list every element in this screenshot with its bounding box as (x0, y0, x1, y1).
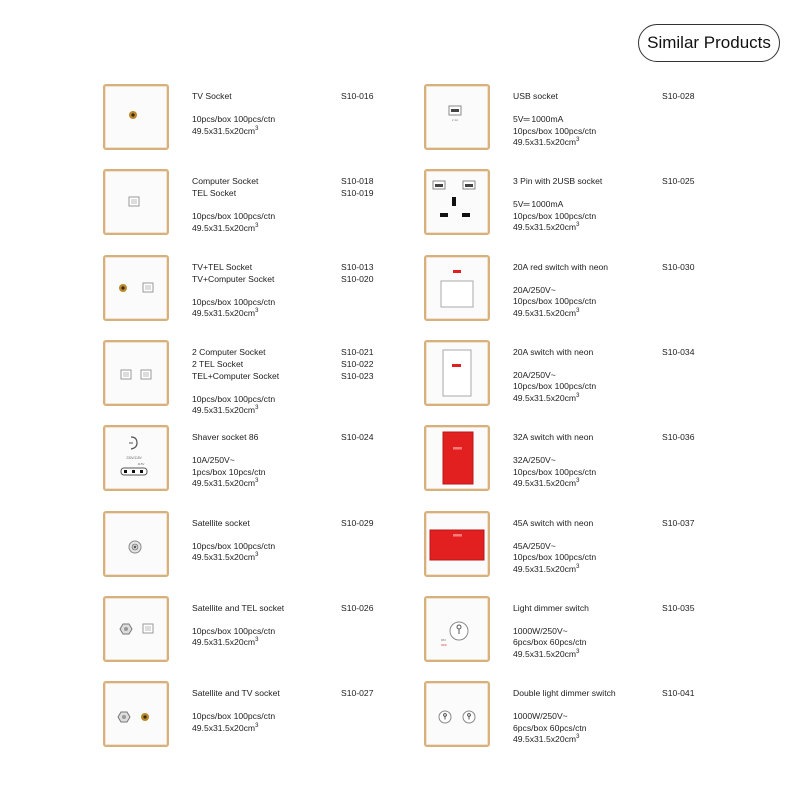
spec-text: 49.5x31.5x20cm (192, 552, 256, 562)
double-data-socket-icon (103, 340, 169, 406)
product-info (513, 262, 709, 320)
product-spec (513, 564, 709, 576)
product-code: S10-021 (341, 346, 374, 357)
product-spec (513, 626, 709, 638)
spec-text: 5V═ 1000mA (513, 199, 564, 210)
product-spec (513, 114, 709, 126)
product-spec (513, 455, 709, 467)
product-name: Computer Socket (192, 176, 259, 187)
spec-text: 49.5x31.5x20cm (513, 222, 577, 233)
product-spec (192, 541, 388, 553)
product-spec (192, 394, 388, 406)
product-spec (192, 626, 388, 638)
product-code: S10-025 (662, 176, 695, 187)
spec-text: 20A/250V~ (513, 369, 556, 380)
usb-socket-icon (424, 84, 490, 150)
product-spec (513, 296, 709, 308)
product-info (513, 432, 709, 490)
spec-text: 49.5x31.5x20cm (513, 648, 577, 659)
spec-text: 49.5x31.5x20cm (192, 125, 256, 136)
superscript: 3 (576, 648, 580, 655)
product-name: Shaver socket 86 (192, 432, 259, 443)
product-info (192, 603, 388, 649)
product-info (513, 347, 709, 405)
double-dimmer-switch-icon (424, 681, 490, 747)
45a-switch-icon (424, 511, 490, 577)
spec-text: 10pcs/box 100pcs/ctn (513, 381, 597, 392)
spec-text: 10pcs/box 100pcs/ctn (192, 711, 276, 722)
product-name: TEL+Computer Socket (192, 370, 280, 381)
product-spec (513, 370, 709, 382)
product-info (513, 91, 709, 149)
superscript: 3 (255, 478, 259, 485)
superscript: 3 (255, 637, 259, 644)
product-code: S10-018 (341, 176, 374, 187)
product-code: S10-023 (341, 370, 374, 381)
product-name: 45A switch with neon (513, 517, 594, 528)
tv-socket-icon (103, 84, 169, 150)
product-name: TEL Socket (192, 188, 237, 199)
satellite-tv-socket-icon (103, 681, 169, 747)
product-spec (192, 711, 388, 723)
product-spec (513, 541, 709, 553)
product-spec (192, 552, 388, 564)
superscript: 3 (255, 552, 259, 559)
product-item[interactable] (424, 511, 724, 583)
product-item[interactable] (424, 340, 724, 412)
product-name: TV+TEL Socket (192, 261, 253, 272)
spec-text: 49.5x31.5x20cm (192, 308, 256, 319)
red-switch-neon-icon (424, 255, 490, 321)
thumb-label: 115V (137, 462, 145, 467)
spec-text: 49.5x31.5x20cm (192, 637, 256, 648)
product-spec (513, 308, 709, 320)
spec-text: 6pcs/box 60pcs/ctn (513, 722, 587, 733)
dimmer-switch-icon (424, 596, 490, 662)
satellite-socket-icon (103, 511, 169, 577)
product-spec (192, 723, 388, 735)
spec-text: 32A/250V~ (513, 455, 556, 466)
product-code: S10-016 (341, 91, 374, 101)
product-name: 20A red switch with neon (513, 261, 609, 272)
product-item[interactable] (424, 596, 724, 668)
product-item[interactable] (103, 425, 403, 497)
product-code: S10-026 (341, 602, 374, 613)
superscript: 3 (576, 222, 580, 229)
product-spec (513, 393, 709, 405)
shaver-socket-icon (103, 425, 169, 491)
superscript: 3 (576, 563, 580, 570)
satellite-tel-socket-icon (103, 596, 169, 662)
superscript: 3 (255, 405, 259, 412)
spec-text: 1000W/250V~ (513, 711, 568, 722)
product-spec (192, 637, 388, 649)
spec-text: 10pcs/box 100pcs/ctn (192, 296, 276, 307)
similar-products-button[interactable]: Similar Products (638, 24, 780, 62)
product-item[interactable] (424, 84, 724, 156)
spec-text: 49.5x31.5x20cm (192, 222, 256, 233)
tv-tel-socket-icon (103, 255, 169, 321)
product-spec (513, 649, 709, 661)
spec-text: 10pcs/box 100pcs/ctn (513, 210, 597, 221)
spec-text: 10pcs/box 100pcs/ctn (192, 393, 276, 404)
superscript: 3 (255, 125, 259, 132)
32a-switch-icon (424, 425, 490, 491)
spec-text: 1000W/250V~ (513, 625, 568, 636)
thumb-label: 230V/115V (126, 456, 142, 461)
product-info (192, 518, 388, 564)
product-spec (192, 223, 388, 235)
product-code: S10-034 (662, 346, 695, 357)
spec-text: 10pcs/box 100pcs/ctn (513, 296, 597, 307)
spec-text: 49.5x31.5x20cm (513, 478, 577, 489)
product-spec (513, 637, 709, 649)
product-code: S10-036 (662, 432, 695, 443)
spec-text: 49.5x31.5x20cm (513, 137, 577, 147)
spec-text: 10pcs/box 100pcs/ctn (192, 114, 276, 124)
product-code: S10-013 (341, 261, 374, 272)
product-info (513, 603, 709, 661)
spec-text: 49.5x31.5x20cm (192, 478, 256, 489)
product-info (192, 262, 388, 320)
product-spec (513, 211, 709, 223)
product-info (513, 688, 709, 746)
superscript: 3 (255, 222, 259, 229)
spec-text: 49.5x31.5x20cm (192, 722, 256, 733)
product-item[interactable] (424, 681, 724, 753)
product-code: S10-030 (662, 261, 695, 272)
superscript: 3 (255, 308, 259, 315)
product-spec (513, 467, 709, 479)
product-item[interactable] (103, 596, 403, 668)
spec-text: 10pcs/box 100pcs/ctn (513, 466, 597, 477)
switch-neon-icon (424, 340, 490, 406)
thumb-label: OFF (441, 642, 447, 647)
spec-text: 20A/250V~ (513, 284, 556, 295)
product-item[interactable] (424, 425, 724, 497)
product-spec (513, 222, 709, 234)
product-code: S10-035 (662, 602, 695, 613)
product-name: USB socket (513, 91, 558, 101)
product-item[interactable] (424, 255, 724, 327)
product-name: 2 Computer Socket (192, 346, 266, 357)
product-code: S10-022 (341, 358, 374, 369)
spec-text: 10pcs/box 100pcs/ctn (513, 552, 597, 562)
product-name: TV+Computer Socket (192, 273, 275, 284)
spec-text: 49.5x31.5x20cm (513, 392, 577, 403)
product-item[interactable] (424, 169, 724, 241)
spec-text: 10pcs/box 100pcs/ctn (513, 125, 597, 136)
product-code: S10-020 (341, 273, 374, 284)
product-name: 3 Pin with 2USB socket (513, 176, 603, 187)
product-name: 32A switch with neon (513, 432, 594, 443)
spec-text: 1pcs/box 10pcs/ctn (192, 466, 266, 477)
spec-text: 6pcs/box 60pcs/ctn (513, 637, 587, 648)
product-info (192, 432, 388, 490)
spec-text: 10pcs/box 100pcs/ctn (192, 540, 276, 551)
product-spec (513, 285, 709, 297)
product-name: 20A switch with neon (513, 346, 594, 357)
product-spec (513, 478, 709, 490)
product-spec (513, 381, 709, 393)
product-spec (513, 137, 709, 149)
superscript: 3 (576, 478, 580, 485)
product-name: Satellite and TV socket (192, 688, 280, 699)
product-spec (513, 126, 709, 138)
product-info (192, 347, 388, 417)
spec-text: 49.5x31.5x20cm (192, 405, 256, 416)
product-name: TV Socket (192, 91, 232, 101)
product-spec (192, 114, 388, 126)
spec-text: 10pcs/box 100pcs/ctn (192, 211, 276, 222)
product-spec (192, 467, 388, 479)
product-code: S10-037 (662, 517, 695, 528)
product-spec (192, 478, 388, 490)
product-spec (513, 723, 709, 735)
spec-text: 10pcs/box 100pcs/ctn (192, 625, 276, 636)
product-spec (513, 552, 709, 564)
product-code: S10-019 (341, 188, 374, 199)
thumb-label: ON (441, 637, 446, 642)
product-name: Satellite and TEL socket (192, 602, 285, 613)
thumb-label: 2.1A (451, 118, 459, 122)
product-spec (513, 734, 709, 746)
superscript: 3 (255, 722, 259, 729)
product-spec (513, 199, 709, 211)
product-info (192, 176, 388, 234)
superscript: 3 (576, 734, 580, 741)
product-info (513, 518, 709, 576)
superscript: 3 (576, 393, 580, 400)
superscript: 3 (576, 137, 580, 144)
product-item[interactable] (103, 169, 403, 241)
product-spec (192, 126, 388, 138)
product-item[interactable] (103, 255, 403, 327)
product-spec (192, 405, 388, 417)
product-spec (192, 211, 388, 223)
product-info (192, 688, 388, 734)
product-name: Double light dimmer switch (513, 688, 616, 699)
spec-text: 49.5x31.5x20cm (513, 307, 577, 318)
product-info (513, 176, 709, 234)
product-item[interactable] (103, 84, 403, 156)
computer-socket-icon (103, 169, 169, 235)
product-code: S10-041 (662, 688, 695, 699)
product-name: Satellite socket (192, 517, 250, 528)
spec-text: 5V═ 1000mA (513, 114, 564, 124)
product-item[interactable] (103, 511, 403, 583)
spec-text: 49.5x31.5x20cm (513, 563, 577, 574)
three-pin-usb-socket-icon (424, 169, 490, 235)
product-info (192, 91, 388, 137)
product-code: S10-027 (341, 688, 374, 699)
product-code: S10-028 (662, 91, 695, 101)
product-name: Light dimmer switch (513, 602, 589, 613)
product-spec (192, 308, 388, 320)
product-code: S10-029 (341, 517, 374, 528)
product-code: S10-024 (341, 432, 374, 443)
spec-text: 49.5x31.5x20cm (513, 734, 577, 745)
product-spec (192, 455, 388, 467)
spec-text: 10A/250V~ (192, 455, 235, 466)
superscript: 3 (576, 307, 580, 314)
product-spec (192, 297, 388, 309)
product-name: 2 TEL Socket (192, 358, 244, 369)
product-item[interactable] (103, 681, 403, 753)
product-spec (513, 711, 709, 723)
product-item[interactable] (103, 340, 403, 416)
spec-text: 45A/250V~ (513, 540, 556, 551)
